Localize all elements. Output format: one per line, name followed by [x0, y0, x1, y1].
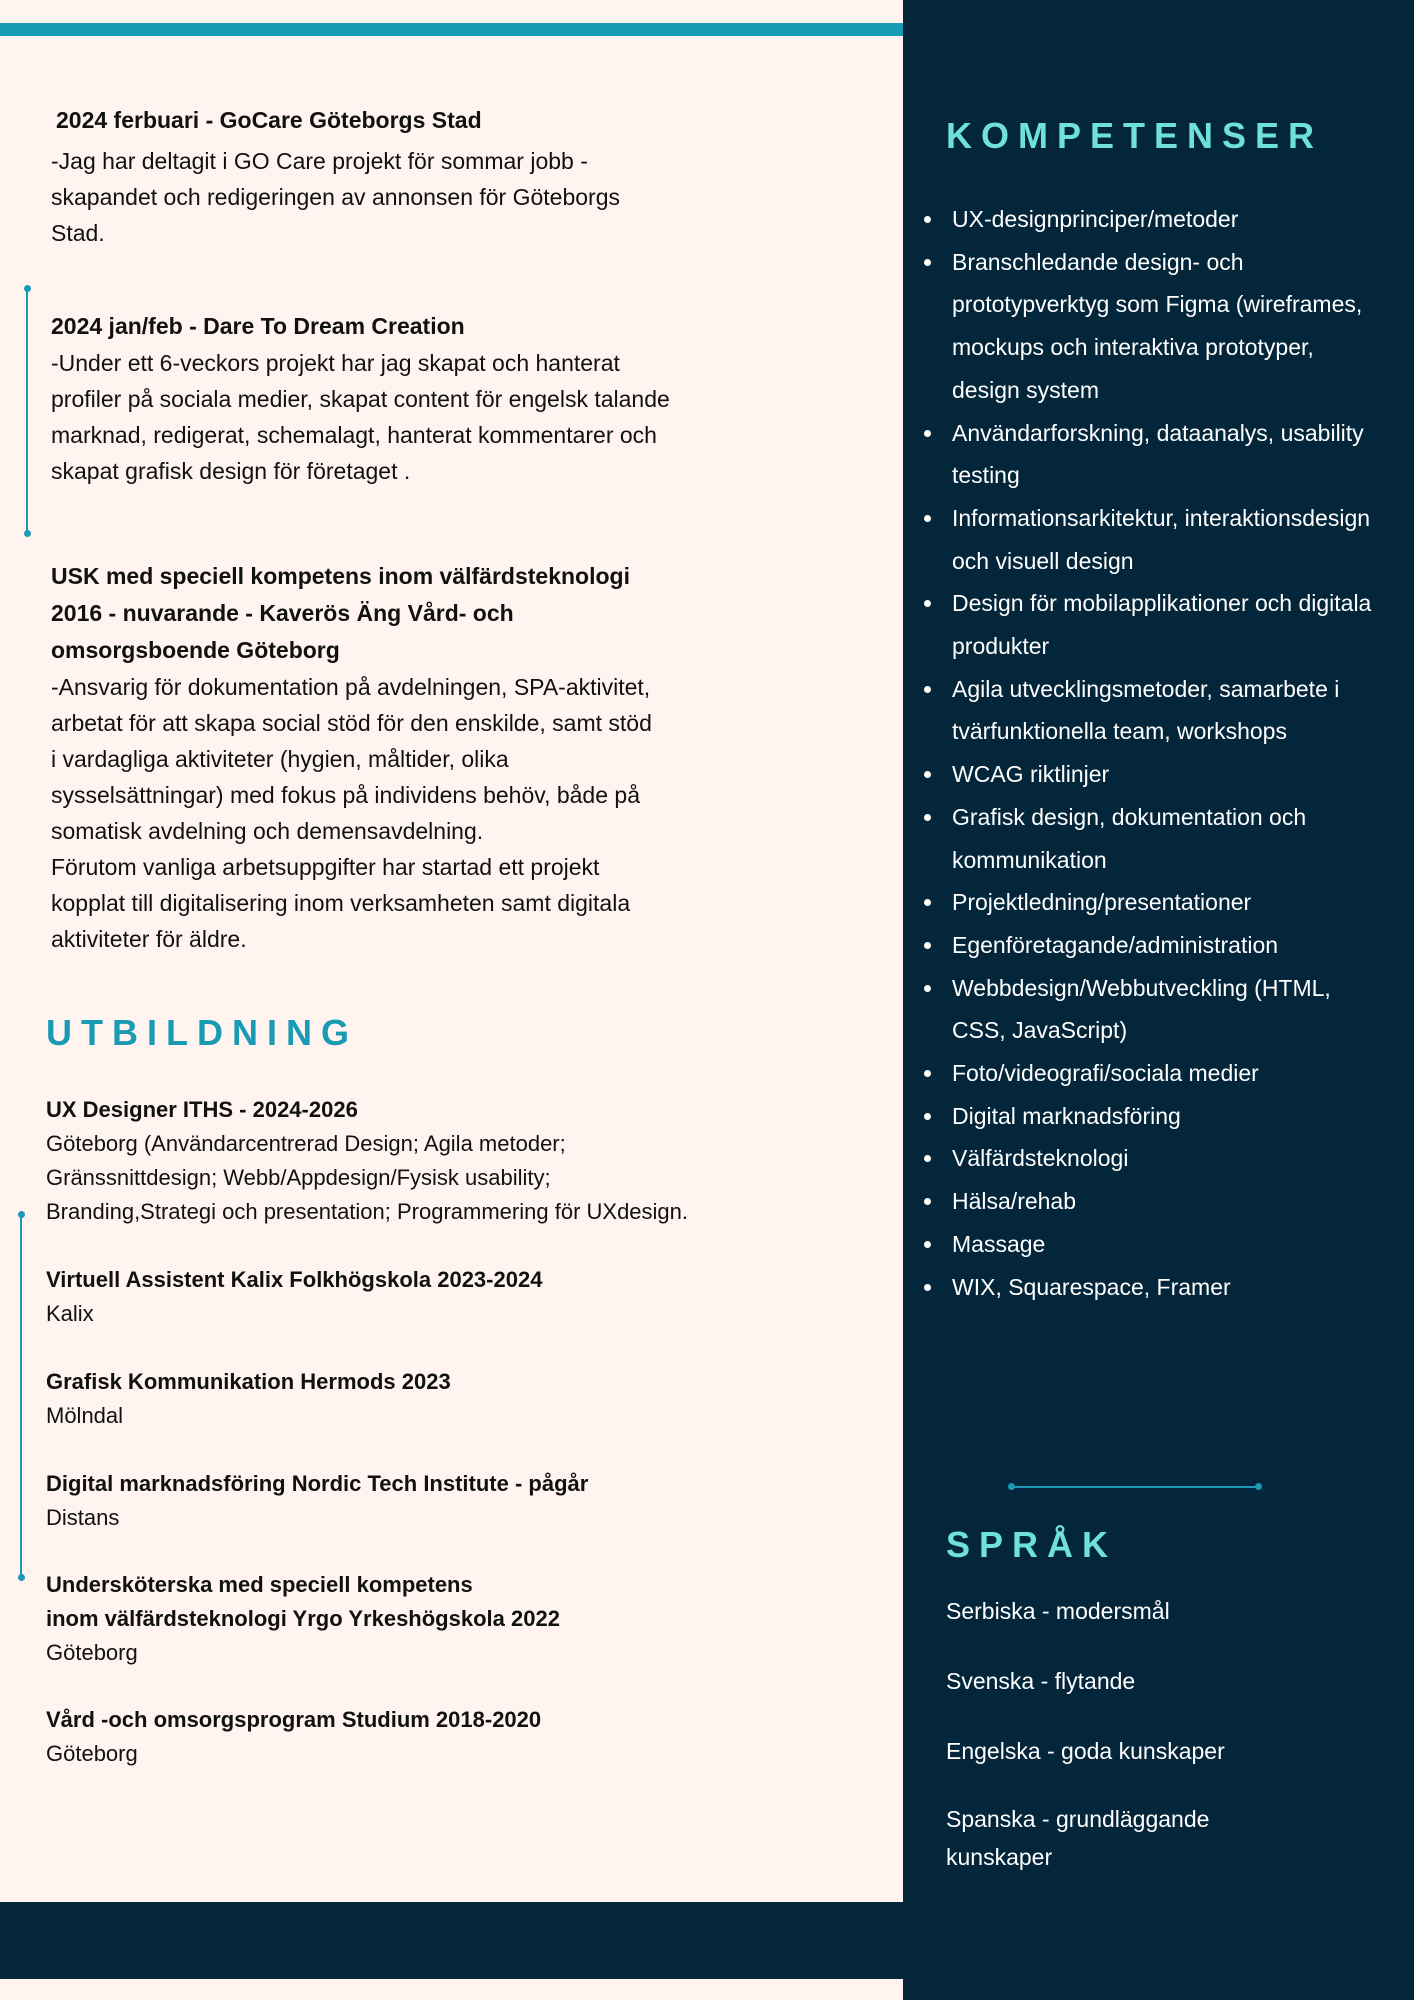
skill-item: UX-designprinciper/metoder [946, 198, 1386, 241]
text-line: Stad. [51, 220, 105, 246]
text-line: Göteborg [46, 1741, 138, 1766]
timeline-dot [18, 1211, 25, 1218]
experience-title: 2016 - nuvarande - Kaverös Äng Vård- och [51, 600, 514, 626]
language-item: Svenska - flytande [946, 1668, 1136, 1694]
skill-item: Branschledande design- och prototypverktyg som Figma (wireframes, mockups och interaktiva prototyper, design system [946, 241, 1386, 412]
top-accent-bar [0, 23, 903, 36]
divider-dot [1255, 1483, 1262, 1490]
skill-item: Projektledning/presentationer [946, 881, 1386, 924]
language-item: Engelska - goda kunskaper [946, 1738, 1225, 1764]
timeline-line [26, 288, 28, 533]
education-heading: UTBILDNING [46, 1012, 358, 1053]
text-line: Förutom vanliga arbetsuppgifter har startad ett projekt [51, 854, 600, 880]
education-title: Vård -och omsorgsprogram Studium 2018-2020 [46, 1707, 542, 1732]
timeline-dot [24, 530, 31, 537]
education-title: Grafisk Kommunikation Hermods 2023 [46, 1369, 451, 1394]
experience-title: omsorgsboende Göteborg [51, 637, 340, 663]
text-line: Distans [46, 1505, 120, 1530]
experience-title: USK med speciell kompetens inom välfärdsteknologi [51, 563, 630, 589]
skill-item: Välfärdsteknologi [946, 1137, 1386, 1180]
text-line: profiler på sociala medier, skapat content för engelsk talande [51, 386, 670, 412]
section-divider [1011, 1486, 1258, 1488]
text-line: -Jag har deltagit i GO Care projekt för sommar jobb - [51, 148, 588, 174]
skill-item: Webbdesign/Webbutveckling (HTML, CSS, JavaScript) [946, 967, 1386, 1052]
skill-item: Design för mobilapplikationer och digitala produkter [946, 582, 1386, 667]
text-line: Kalix [46, 1301, 94, 1326]
skill-item: Digital marknadsföring [946, 1095, 1386, 1138]
timeline-dot [18, 1574, 25, 1581]
text-line: sysselsättningar) med fokus på individens behöv, både på [51, 782, 640, 808]
experience-desc [51, 143, 881, 251]
experience-item [56, 102, 886, 139]
skill-item: Hälsa/rehab [946, 1180, 1386, 1223]
text-line: Gränssnittdesign; Webb/Appdesign/Fysisk usability; [46, 1165, 551, 1190]
text-line: Göteborg (Användarcentrerad Design; Agila metoder; [46, 1131, 566, 1156]
education-title: Digital marknadsföring Nordic Tech Institute - pågår [46, 1471, 589, 1496]
language-item: Spanska - grundläggande kunskaper [946, 1806, 1210, 1870]
text-line: aktiviteter för äldre. [51, 926, 247, 952]
text-line: skapandet och redigeringen av annonsen för Göteborgs [51, 184, 621, 210]
text-line: Göteborg [46, 1640, 138, 1665]
skill-item: Användarforskning, dataanalys, usability testing [946, 412, 1386, 497]
text-line: -Ansvarig för dokumentation på avdelningen, SPA-aktivitet, [51, 674, 651, 700]
skill-item: Grafisk design, dokumentation och kommunikation [946, 796, 1386, 881]
bottom-bar [0, 1902, 903, 1979]
skill-item: Foto/videografi/sociala medier [946, 1052, 1386, 1095]
skill-item: Massage [946, 1223, 1386, 1266]
skill-item: Informationsarkitektur, interaktionsdesign och visuell design [946, 497, 1386, 582]
education-item [46, 1467, 876, 1535]
skill-item: Egenföretagande/administration [946, 924, 1386, 967]
education-title: Virtuell Assistent Kalix Folkhögskola 2023-2024 [46, 1267, 543, 1292]
language-item: Serbiska - modersmål [946, 1598, 1170, 1624]
skills-heading: KOMPETENSER [946, 115, 1324, 156]
timeline-dot [24, 285, 31, 292]
divider-dot [1008, 1483, 1015, 1490]
experience-item [51, 308, 881, 489]
education-item [46, 1703, 876, 1771]
skill-item: Agila utvecklingsmetoder, samarbete i tvärfunktionella team, workshops [946, 668, 1386, 753]
education-title: inom välfärdsteknologi Yrgo Yrkeshögskola 2022 [46, 1606, 560, 1631]
text-line: somatisk avdelning och demensavdelning. [51, 818, 484, 844]
text-line: arbetat för att skapa social stöd för den enskilde, samt stöd [51, 710, 652, 736]
education-title: Undersköterska med speciell kompetens [46, 1572, 473, 1597]
text-line: Mölndal [46, 1403, 124, 1428]
skill-item: WIX, Squarespace, Framer [946, 1266, 1386, 1309]
text-line: marknad, redigerat, schemalagt, hanterat kommentarer och [51, 422, 657, 448]
text-line: skapat grafisk design för företaget . [51, 458, 411, 484]
experience-title: 2024 ferbuari - GoCare Göteborgs Stad [56, 107, 482, 133]
education-item [46, 1093, 876, 1229]
education-item [46, 1365, 876, 1433]
text-line: i vardagliga aktiviteter (hygien, måltider, olika [51, 746, 509, 772]
timeline-line [20, 1214, 22, 1577]
text-line: Branding,Strategi och presentation; Programmering för UXdesign. [46, 1199, 689, 1224]
text-line: -Under ett 6-veckors projekt har jag skapat och hanterat [51, 350, 620, 376]
education-title: UX Designer ITHS - 2024-2026 [46, 1097, 358, 1122]
education-item [46, 1263, 876, 1331]
skill-item: WCAG riktlinjer [946, 753, 1386, 796]
education-item [46, 1568, 876, 1670]
experience-title: 2024 jan/feb - Dare To Dream Creation [51, 313, 465, 339]
experience-item [51, 558, 881, 957]
skills-list [946, 198, 1386, 1308]
text-line: kopplat till digitalisering inom verksamheten samt digitala [51, 890, 631, 916]
languages-heading: SPRÅK [946, 1524, 1118, 1565]
